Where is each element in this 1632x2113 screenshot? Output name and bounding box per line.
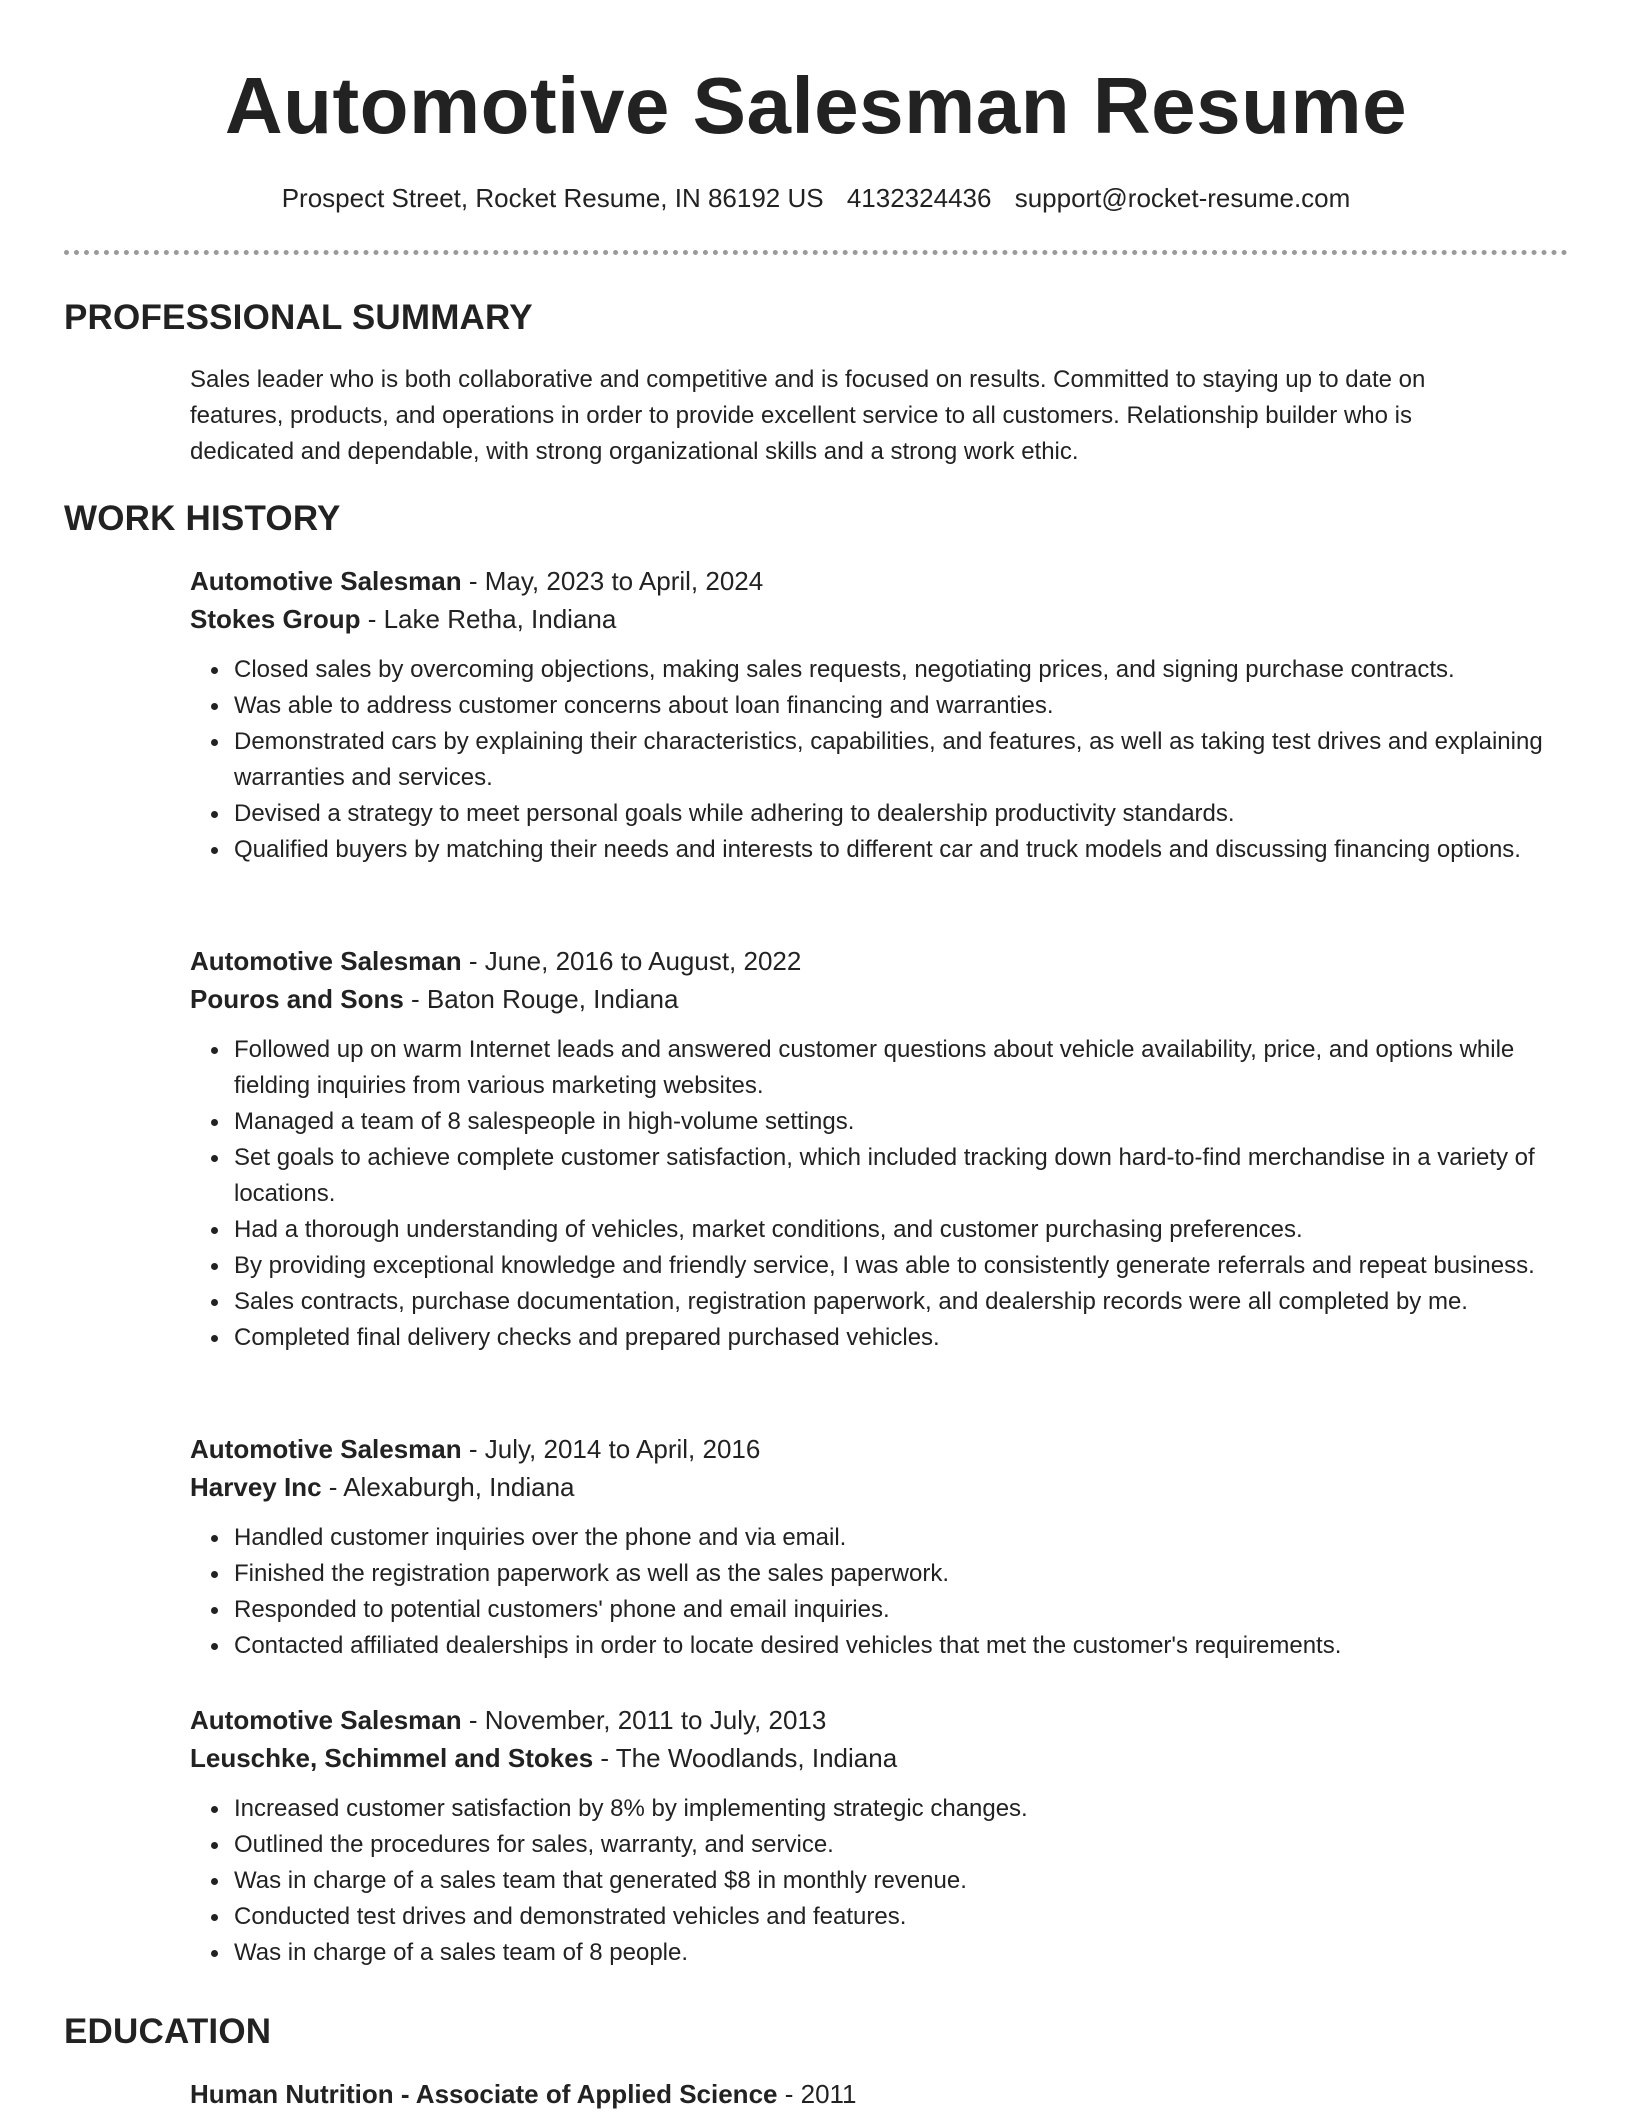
list-item: Was in charge of a sales team of 8 people.	[234, 1935, 1570, 1971]
job-title-line	[190, 1430, 1570, 1468]
list-item: Completed final delivery checks and prepared purchased vehicles.	[234, 1320, 1570, 1356]
job-company-line	[190, 600, 1570, 638]
job-company: Stokes Group	[190, 604, 361, 634]
list-item: Was able to address customer concerns about loan financing and warranties.	[234, 688, 1570, 724]
contact-address: Prospect Street, Rocket Resume, IN 86192 US	[281, 183, 824, 213]
job-title-line	[190, 562, 1570, 600]
list-item: Increased customer satisfaction by 8% by implementing strategic changes.	[234, 1791, 1570, 1827]
section-title-work-history: WORK HISTORY	[64, 499, 341, 538]
list-item: Set goals to achieve complete customer satisfaction, which included tracking down hard-to-find merchandise in a variety of locations.	[234, 1140, 1570, 1212]
list-item: By providing exceptional knowledge and friendly service, I was able to consistently generate referrals and repeat business.	[234, 1248, 1570, 1284]
job-dates: - July, 2014 to April, 2016	[461, 1434, 761, 1464]
job-entry	[190, 1430, 1570, 1664]
list-item: Outlined the procedures for sales, warranty, and service.	[234, 1827, 1570, 1863]
job-role: Automotive Salesman	[190, 1434, 462, 1464]
job-title-line	[190, 1701, 1570, 1739]
job-role: Automotive Salesman	[190, 1705, 462, 1735]
job-entry	[190, 1701, 1570, 1971]
job-bullets	[190, 652, 1570, 868]
list-item: Finished the registration paperwork as well as the sales paperwork.	[234, 1556, 1570, 1592]
job-dates: - May, 2023 to April, 2024	[461, 566, 764, 596]
job-entry	[190, 942, 1570, 1356]
job-company-line	[190, 1468, 1570, 1506]
job-company: Leuschke, Schimmel and Stokes	[190, 1743, 594, 1773]
list-item: Sales contracts, purchase documentation, registration paperwork, and dealership records were all completed by me.	[234, 1284, 1570, 1320]
contact-phone: 4132324436	[846, 183, 992, 213]
resume-title: Automotive Salesman Resume	[224, 61, 1408, 150]
job-company-line	[190, 980, 1570, 1018]
list-item: Responded to potential customers' phone and email inquiries.	[234, 1592, 1570, 1628]
job-location: - The Woodlands, Indiana	[593, 1743, 898, 1773]
list-item: Handled customer inquiries over the phone and via email.	[234, 1520, 1570, 1556]
job-role: Automotive Salesman	[190, 566, 462, 596]
list-item: Qualified buyers by matching their needs and interests to different car and truck models and discussing financing options.	[234, 832, 1570, 868]
education-degree: Human Nutrition - Associate of Applied Science	[190, 2079, 778, 2109]
list-item: Closed sales by overcoming objections, making sales requests, negotiating prices, and signing purchase contracts.	[234, 652, 1570, 688]
contact-line	[0, 180, 1632, 216]
job-bullets	[190, 1791, 1570, 1971]
list-item: Followed up on warm Internet leads and answered customer questions about vehicle availability, price, and options while fielding inquiries from various marketing websites.	[234, 1032, 1570, 1104]
job-company: Harvey Inc	[190, 1472, 322, 1502]
list-item: Devised a strategy to meet personal goals while adhering to dealership productivity standards.	[234, 796, 1570, 832]
education-year: - 2011	[777, 2079, 857, 2109]
summary-text: Sales leader who is both collaborative and competitive and is focused on results. Committed to staying up to date on features, products, and operations in order to provide excellent service to all customers. Relationship builder who is dedicated and dependable, with strong organizational skills and a strong work ethic.	[190, 366, 1426, 465]
job-bullets	[190, 1032, 1570, 1356]
job-bullets	[190, 1520, 1570, 1664]
list-item: Was in charge of a sales team that generated $8 in monthly revenue.	[234, 1863, 1570, 1899]
list-item: Had a thorough understanding of vehicles, market conditions, and customer purchasing preferences.	[234, 1212, 1570, 1248]
job-company-line	[190, 1739, 1570, 1777]
job-entry	[190, 562, 1570, 868]
job-role: Automotive Salesman	[190, 946, 462, 976]
job-location: - Lake Retha, Indiana	[360, 604, 617, 634]
job-company: Pouros and Sons	[190, 984, 404, 1014]
education-entry	[190, 2075, 1570, 2113]
list-item: Contacted affiliated dealerships in order to locate desired vehicles that met the customer's requirements.	[234, 1628, 1570, 1664]
job-dates: - June, 2016 to August, 2022	[461, 946, 802, 976]
job-dates: - November, 2011 to July, 2013	[461, 1705, 827, 1735]
list-item: Conducted test drives and demonstrated vehicles and features.	[234, 1899, 1570, 1935]
job-location: - Baton Rouge, Indiana	[403, 984, 679, 1014]
job-location: - Alexaburgh, Indiana	[321, 1472, 575, 1502]
contact-email: support@rocket-resume.com	[1014, 183, 1351, 213]
list-item: Managed a team of 8 salespeople in high-volume settings.	[234, 1104, 1570, 1140]
section-title-education: EDUCATION	[64, 2012, 272, 2051]
header-divider	[64, 250, 1568, 255]
job-title-line	[190, 942, 1570, 980]
section-title-summary: PROFESSIONAL SUMMARY	[64, 298, 533, 337]
list-item: Demonstrated cars by explaining their characteristics, capabilities, and features, as well as taking test drives and explaining warranties and services.	[234, 724, 1570, 796]
